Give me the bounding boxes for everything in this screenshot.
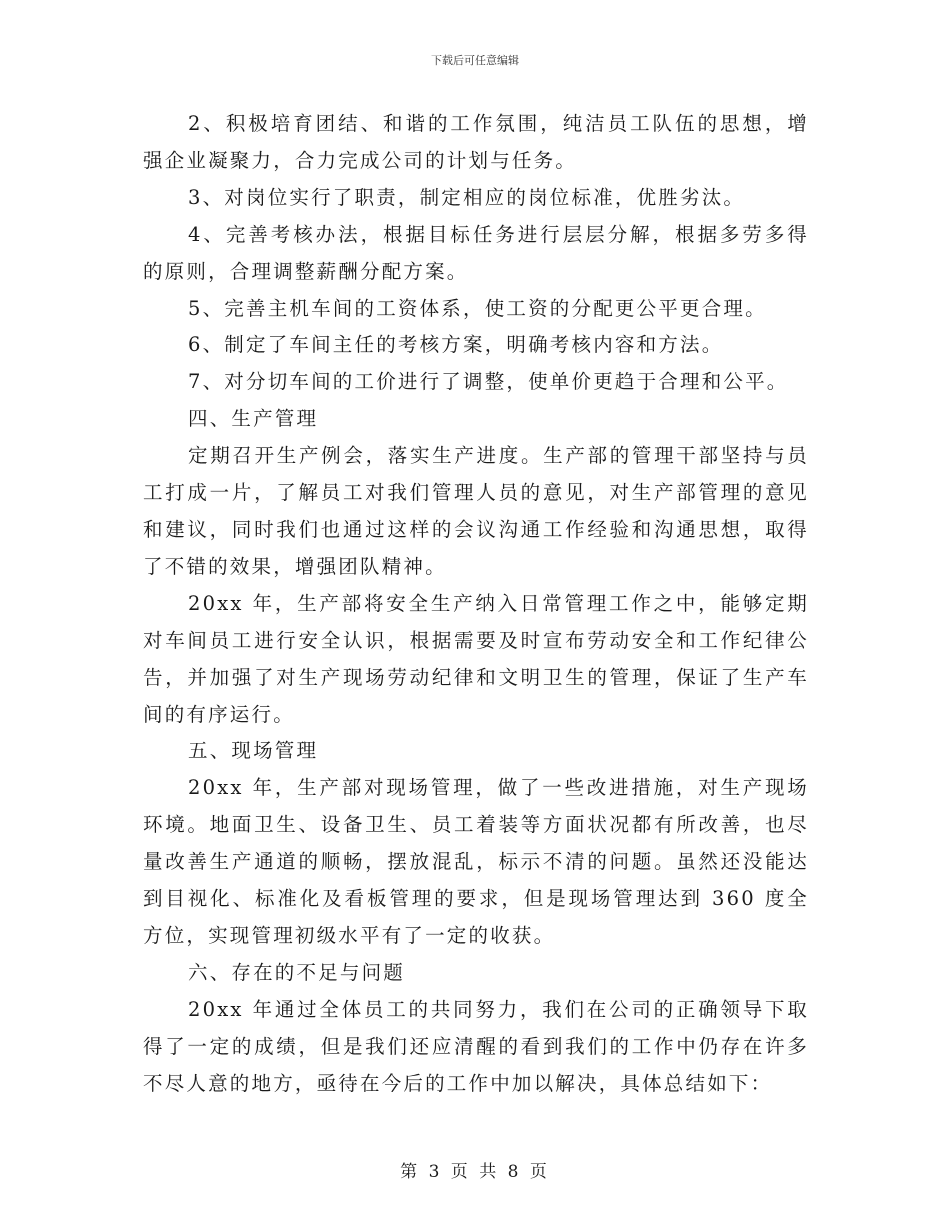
section-heading-production: 四、生产管理 — [188, 407, 319, 431]
paragraph-site-management: 20xx 年，生产部对现场管理，做了一些改进措施，对生产现场环境。地面卫生、设备卫生、员工着装等方面状况都有所改善，也尽量改善生产通道的顺畅，摆放混乱，标示不清的问题。虽然还没能达到目视化、标准化及看板管理的要求，但是现场管理达到 360 度全方位，实现管理初级水平有了一定的收获。 — [143, 776, 809, 947]
section-heading-issues: 六、存在的不足与问题 — [188, 960, 406, 984]
paragraph-production-safety: 20xx 年，生产部将安全生产纳入日常管理工作之中，能够定期对车间员工进行安全认识，根据需要及时宣布劳动安全和工作纪律公告，并加强了对生产现场劳动纪律和文明卫生的管理，保证了生产车间的有序运行。 — [143, 591, 809, 726]
paragraph-item-3: 3、对岗位实行了职责，制定相应的岗位标准，优胜劣汰。 — [188, 185, 746, 209]
paragraph-production-meeting: 定期召开生产例会，落实生产进度。生产部的管理干部坚持与员工打成一片，了解员工对我们管理人员的意见，对生产部管理的意见和建议，同时我们也通过这样的会议沟通工作经验和沟通思想，取得了不错的效果，增强团队精神。 — [143, 444, 809, 578]
paragraph-issues-summary: 20xx 年通过全体员工的共同努力，我们在公司的正确领导下取得了一定的成绩，但是我们还应清醒的看到我们的工作中仍存在许多不尽人意的地方，亟待在今后的工作中加以解决，具体总结如下： — [143, 997, 809, 1095]
page-number: 第 3 页 共 8 页 — [400, 1162, 550, 1182]
document-body — [143, 106, 809, 1102]
paragraph-item-6: 6、制定了车间主任的考核方案，明确考核内容和方法。 — [188, 333, 724, 357]
paragraph-item-5: 5、完善主机车间的工资体系，使工资的分配更公平更合理。 — [188, 296, 767, 320]
page-header: 下载后可任意编辑 — [431, 54, 519, 67]
section-heading-site: 五、现场管理 — [188, 739, 319, 763]
paragraph-item-7: 7、对分切车间的工价进行了调整，使单价更趋于合理和公平。 — [188, 370, 789, 394]
paragraph-item-4: 4、完善考核办法，根据目标任务进行层层分解，根据多劳多得的原则，合理调整薪酬分配方案。 — [143, 222, 809, 283]
paragraph-item-2: 2、积极培育团结、和谐的工作氛围，纯洁员工队伍的思想，增强企业凝聚力，合力完成公司的计划与任务。 — [143, 112, 809, 172]
